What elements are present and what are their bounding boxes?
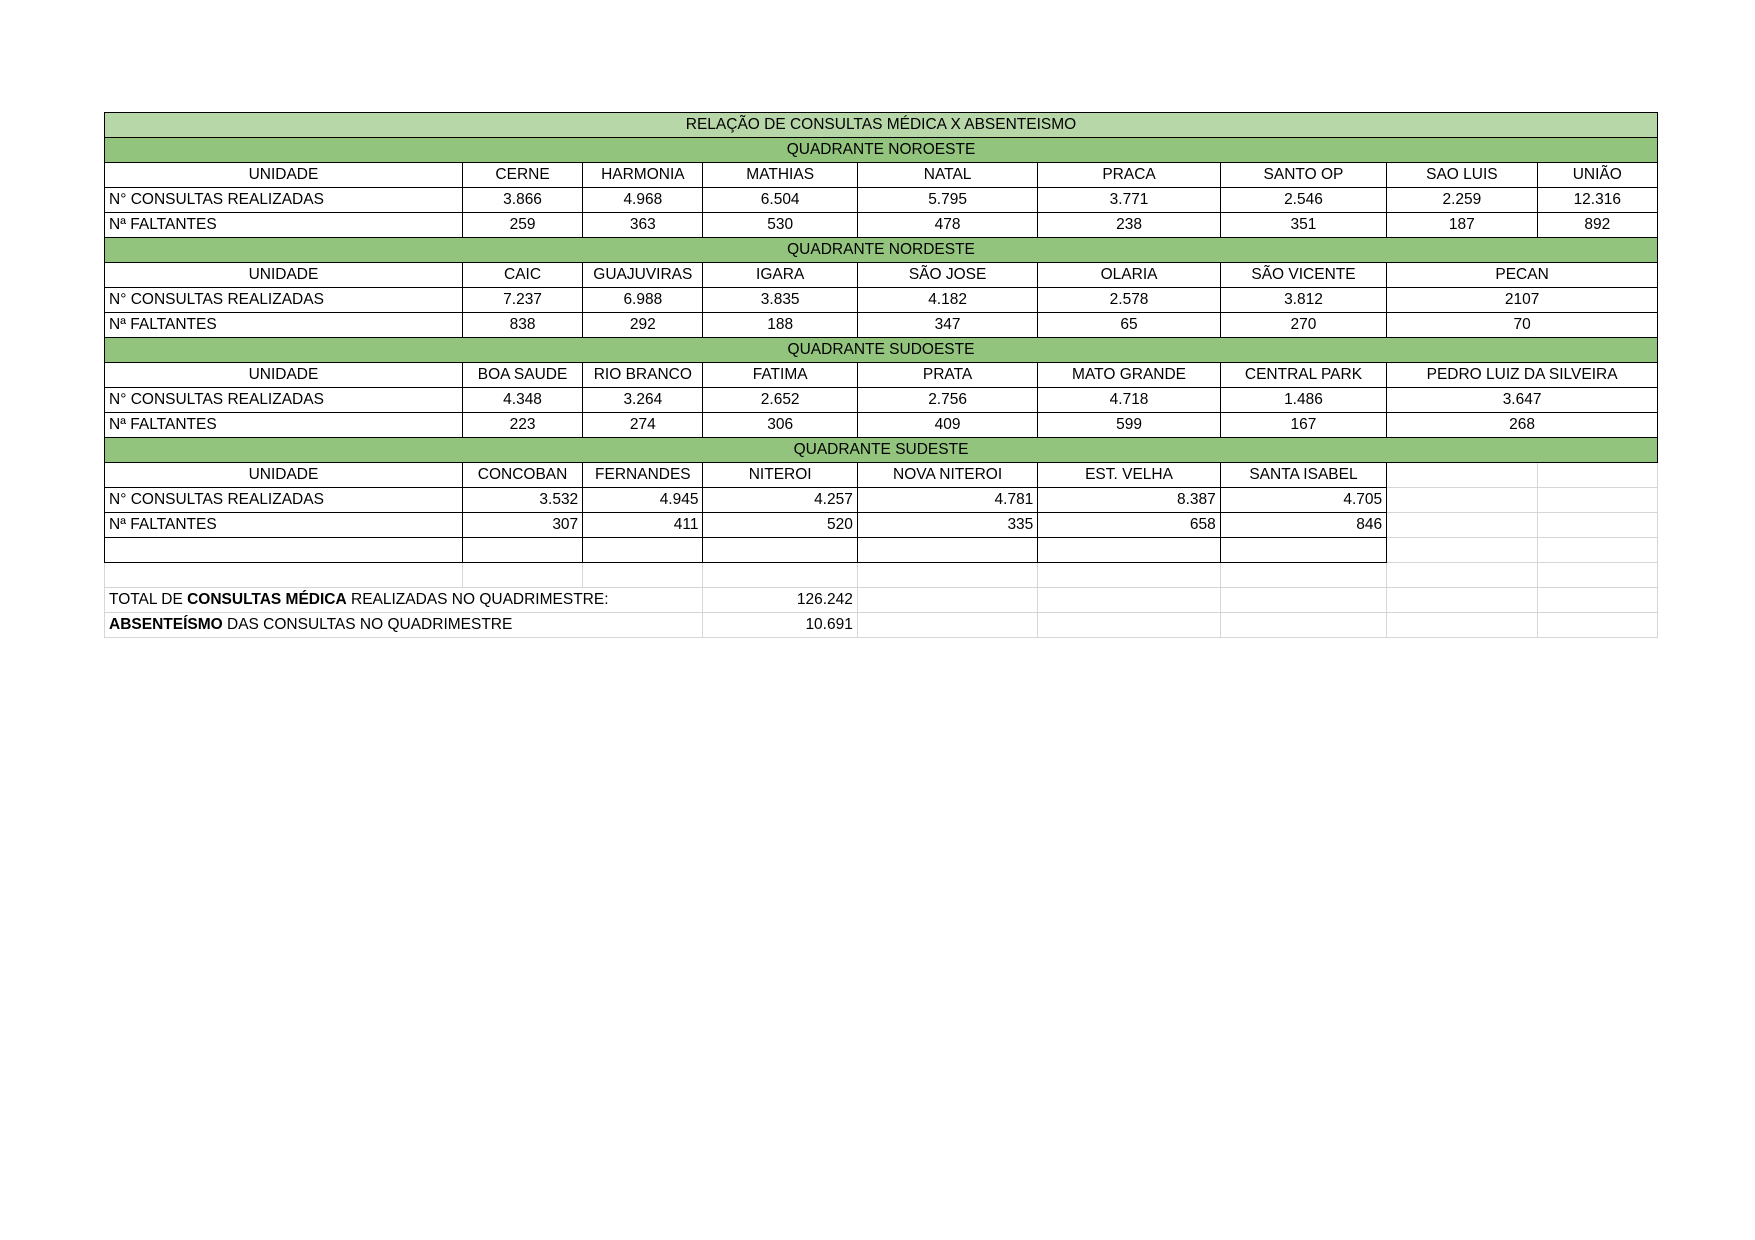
value-cell[interactable]: 3.264	[583, 388, 703, 413]
value-cell[interactable]: 2.546	[1220, 188, 1386, 213]
unit-cell[interactable]: CAIC	[462, 263, 582, 288]
row-label[interactable]: N° CONSULTAS REALIZADAS	[105, 388, 463, 413]
row-label[interactable]: N° CONSULTAS REALIZADAS	[105, 288, 463, 313]
value-cell[interactable]: 658	[1038, 513, 1220, 538]
unit-cell[interactable]: SANTO OP	[1220, 163, 1386, 188]
quadrant-header-row	[105, 138, 1658, 163]
value-cell[interactable]: 238	[1038, 213, 1220, 238]
value-cell[interactable]: 3.866	[462, 188, 582, 213]
empty-cell[interactable]	[1038, 563, 1220, 588]
empty-cell[interactable]	[583, 563, 703, 588]
total-absent-bold: ABSENTEÍSMO	[109, 616, 223, 633]
empty-cell[interactable]	[1387, 588, 1537, 613]
empty-cell[interactable]	[462, 538, 582, 563]
row-label[interactable]: N° CONSULTAS REALIZADAS	[105, 488, 463, 513]
unit-cell[interactable]: CERNE	[462, 163, 582, 188]
unit-cell[interactable]: SÃO VICENTE	[1220, 263, 1386, 288]
unit-cell[interactable]: NATAL	[857, 163, 1037, 188]
value-cell[interactable]: 7.237	[462, 288, 582, 313]
empty-cell[interactable]	[462, 563, 582, 588]
empty-cell[interactable]	[1220, 588, 1386, 613]
value-cell[interactable]: 530	[703, 213, 857, 238]
value-cell[interactable]: 892	[1537, 213, 1657, 238]
value-cell[interactable]: 520	[703, 513, 857, 538]
value-cell[interactable]: 306	[703, 413, 857, 438]
row-label[interactable]: UNIDADE	[105, 363, 463, 388]
row-label[interactable]: UNIDADE	[105, 263, 463, 288]
empty-cell[interactable]	[1038, 588, 1220, 613]
value-cell[interactable]: 223	[462, 413, 582, 438]
sheet-title[interactable]: RELAÇÃO DE CONSULTAS MÉDICA X ABSENTEISMO	[105, 113, 1658, 138]
value-cell[interactable]: 2.756	[857, 388, 1037, 413]
value-cell[interactable]: 1.486	[1220, 388, 1386, 413]
value-cell[interactable]: 838	[462, 313, 582, 338]
consultas-row	[105, 288, 1658, 313]
value-cell[interactable]: 409	[857, 413, 1037, 438]
empty-cell[interactable]	[1537, 613, 1657, 638]
unit-cell[interactable]: UNIÃO	[1537, 163, 1657, 188]
empty-cell[interactable]	[857, 613, 1037, 638]
empty-cell[interactable]	[703, 538, 857, 563]
unit-cell[interactable]: EST. VELHA	[1038, 463, 1220, 488]
value-cell[interactable]: 347	[857, 313, 1037, 338]
total-consultas-bold: CONSULTAS MÉDICA	[187, 591, 347, 608]
empty-cell[interactable]	[1387, 488, 1537, 513]
unit-cell[interactable]: NITEROI	[703, 463, 857, 488]
empty-cell[interactable]	[1220, 563, 1386, 588]
unit-row	[105, 463, 1658, 488]
unit-cell[interactable]: FATIMA	[703, 363, 857, 388]
value-cell[interactable]: 5.795	[857, 188, 1037, 213]
empty-cell[interactable]	[1220, 613, 1386, 638]
empty-cell[interactable]	[1038, 538, 1220, 563]
unit-cell[interactable]: CONCOBAN	[462, 463, 582, 488]
unit-row	[105, 363, 1658, 388]
quadrant-title[interactable]: QUADRANTE NORDESTE	[105, 238, 1658, 263]
value-cell[interactable]: 3.532	[462, 488, 582, 513]
unit-cell[interactable]: PECAN	[1387, 263, 1658, 288]
empty-cell[interactable]	[1537, 563, 1657, 588]
quadrant-title[interactable]: QUADRANTE SUDESTE	[105, 438, 1658, 463]
value-cell[interactable]: 3.812	[1220, 288, 1386, 313]
value-cell[interactable]: 411	[583, 513, 703, 538]
unit-cell[interactable]: PRATA	[857, 363, 1037, 388]
value-cell[interactable]: 335	[857, 513, 1037, 538]
value-cell[interactable]: 363	[583, 213, 703, 238]
unit-row	[105, 163, 1658, 188]
value-cell[interactable]: 4.968	[583, 188, 703, 213]
total-consultas-row	[105, 588, 1658, 613]
empty-cell[interactable]	[1537, 538, 1657, 563]
blank-row	[105, 538, 1658, 563]
total-absent-value[interactable]: 10.691	[703, 613, 857, 638]
row-label[interactable]: UNIDADE	[105, 163, 463, 188]
unit-cell[interactable]: CENTRAL PARK	[1220, 363, 1386, 388]
empty-cell[interactable]	[1387, 563, 1537, 588]
consultas-row	[105, 388, 1658, 413]
value-cell[interactable]: 167	[1220, 413, 1386, 438]
total-absent-suffix: DAS CONSULTAS NO QUADRIMESTRE	[222, 616, 513, 633]
unit-cell[interactable]: BOA SAUDE	[462, 363, 582, 388]
total-consultas-value[interactable]: 126.242	[703, 588, 857, 613]
value-cell[interactable]: 4.348	[462, 388, 582, 413]
value-cell[interactable]: 3.835	[703, 288, 857, 313]
empty-cell[interactable]	[1387, 513, 1537, 538]
unit-row	[105, 263, 1658, 288]
unit-cell[interactable]: SÃO JOSE	[857, 263, 1037, 288]
empty-cell[interactable]	[857, 563, 1037, 588]
unit-cell[interactable]: GUAJUVIRAS	[583, 263, 703, 288]
value-cell[interactable]: 65	[1038, 313, 1220, 338]
empty-cell[interactable]	[1387, 613, 1537, 638]
value-cell[interactable]: 12.316	[1537, 188, 1657, 213]
value-cell[interactable]: 6.504	[703, 188, 857, 213]
value-cell[interactable]: 292	[583, 313, 703, 338]
value-cell[interactable]: 307	[462, 513, 582, 538]
empty-cell[interactable]	[1387, 463, 1537, 488]
value-cell[interactable]: 270	[1220, 313, 1386, 338]
value-cell[interactable]: 6.988	[583, 288, 703, 313]
unit-cell[interactable]: NOVA NITEROI	[857, 463, 1037, 488]
unit-cell[interactable]: FERNANDES	[583, 463, 703, 488]
total-absent-label[interactable]	[105, 613, 703, 638]
value-cell[interactable]: 4.257	[703, 488, 857, 513]
row-label[interactable]: N° CONSULTAS REALIZADAS	[105, 188, 463, 213]
value-cell[interactable]: 8.387	[1038, 488, 1220, 513]
value-cell[interactable]: 846	[1220, 513, 1386, 538]
title-row	[105, 113, 1658, 138]
empty-cell[interactable]	[1537, 513, 1657, 538]
faltantes-row	[105, 513, 1658, 538]
value-cell[interactable]: 4.182	[857, 288, 1037, 313]
value-cell[interactable]: 2107	[1387, 288, 1658, 313]
consultas-table	[104, 112, 1658, 638]
unit-cell[interactable]: SAO LUIS	[1387, 163, 1537, 188]
value-cell[interactable]: 4.718	[1038, 388, 1220, 413]
value-cell[interactable]: 4.945	[583, 488, 703, 513]
value-cell[interactable]: 4.781	[857, 488, 1037, 513]
faltantes-row	[105, 313, 1658, 338]
total-consultas-suffix: REALIZADAS NO QUADRIMESTRE:	[346, 591, 609, 608]
value-cell[interactable]: 3.771	[1038, 188, 1220, 213]
quadrant-title[interactable]: QUADRANTE SUDOESTE	[105, 338, 1658, 363]
value-cell[interactable]: 274	[583, 413, 703, 438]
empty-cell[interactable]	[1220, 538, 1386, 563]
unit-cell[interactable]: HARMONIA	[583, 163, 703, 188]
unit-cell[interactable]: PEDRO LUIZ DA SILVEIRA	[1387, 363, 1658, 388]
value-cell[interactable]: 351	[1220, 213, 1386, 238]
empty-cell[interactable]	[703, 563, 857, 588]
empty-cell[interactable]	[1387, 538, 1537, 563]
total-consultas-prefix: TOTAL DE	[109, 591, 188, 608]
faltantes-row	[105, 413, 1658, 438]
empty-cell[interactable]	[1537, 463, 1657, 488]
row-label[interactable]: Nª FALTANTES	[105, 413, 463, 438]
value-cell[interactable]: 2.652	[703, 388, 857, 413]
empty-cell[interactable]	[857, 588, 1037, 613]
unit-cell[interactable]: RIO BRANCO	[583, 363, 703, 388]
row-label[interactable]: Nª FALTANTES	[105, 313, 463, 338]
blank-row	[105, 563, 1658, 588]
value-cell[interactable]: 2.578	[1038, 288, 1220, 313]
faltantes-row	[105, 213, 1658, 238]
empty-cell[interactable]	[105, 538, 463, 563]
value-cell[interactable]: 259	[462, 213, 582, 238]
empty-cell[interactable]	[1537, 588, 1657, 613]
value-cell[interactable]: 478	[857, 213, 1037, 238]
unit-cell[interactable]: MATHIAS	[703, 163, 857, 188]
consultas-row	[105, 188, 1658, 213]
empty-cell[interactable]	[583, 538, 703, 563]
empty-cell[interactable]	[1537, 488, 1657, 513]
unit-cell[interactable]: MATO GRANDE	[1038, 363, 1220, 388]
empty-cell[interactable]	[1038, 613, 1220, 638]
quadrant-header-row	[105, 438, 1658, 463]
unit-cell[interactable]: PRACA	[1038, 163, 1220, 188]
value-cell[interactable]: 268	[1387, 413, 1658, 438]
quadrant-title[interactable]: QUADRANTE NOROESTE	[105, 138, 1658, 163]
value-cell[interactable]: 188	[703, 313, 857, 338]
value-cell[interactable]: 4.705	[1220, 488, 1386, 513]
quadrant-header-row	[105, 338, 1658, 363]
unit-cell[interactable]: OLARIA	[1038, 263, 1220, 288]
quadrant-header-row	[105, 238, 1658, 263]
total-consultas-label[interactable]	[105, 588, 703, 613]
row-label[interactable]: UNIDADE	[105, 463, 463, 488]
unit-cell[interactable]: SANTA ISABEL	[1220, 463, 1386, 488]
empty-cell[interactable]	[105, 563, 463, 588]
empty-cell[interactable]	[857, 538, 1037, 563]
value-cell[interactable]: 599	[1038, 413, 1220, 438]
value-cell[interactable]: 70	[1387, 313, 1658, 338]
value-cell[interactable]: 3.647	[1387, 388, 1658, 413]
consultas-row	[105, 488, 1658, 513]
unit-cell[interactable]: IGARA	[703, 263, 857, 288]
total-absent-row	[105, 613, 1658, 638]
value-cell[interactable]: 187	[1387, 213, 1537, 238]
row-label[interactable]: Nª FALTANTES	[105, 513, 463, 538]
row-label[interactable]: Nª FALTANTES	[105, 213, 463, 238]
value-cell[interactable]: 2.259	[1387, 188, 1537, 213]
